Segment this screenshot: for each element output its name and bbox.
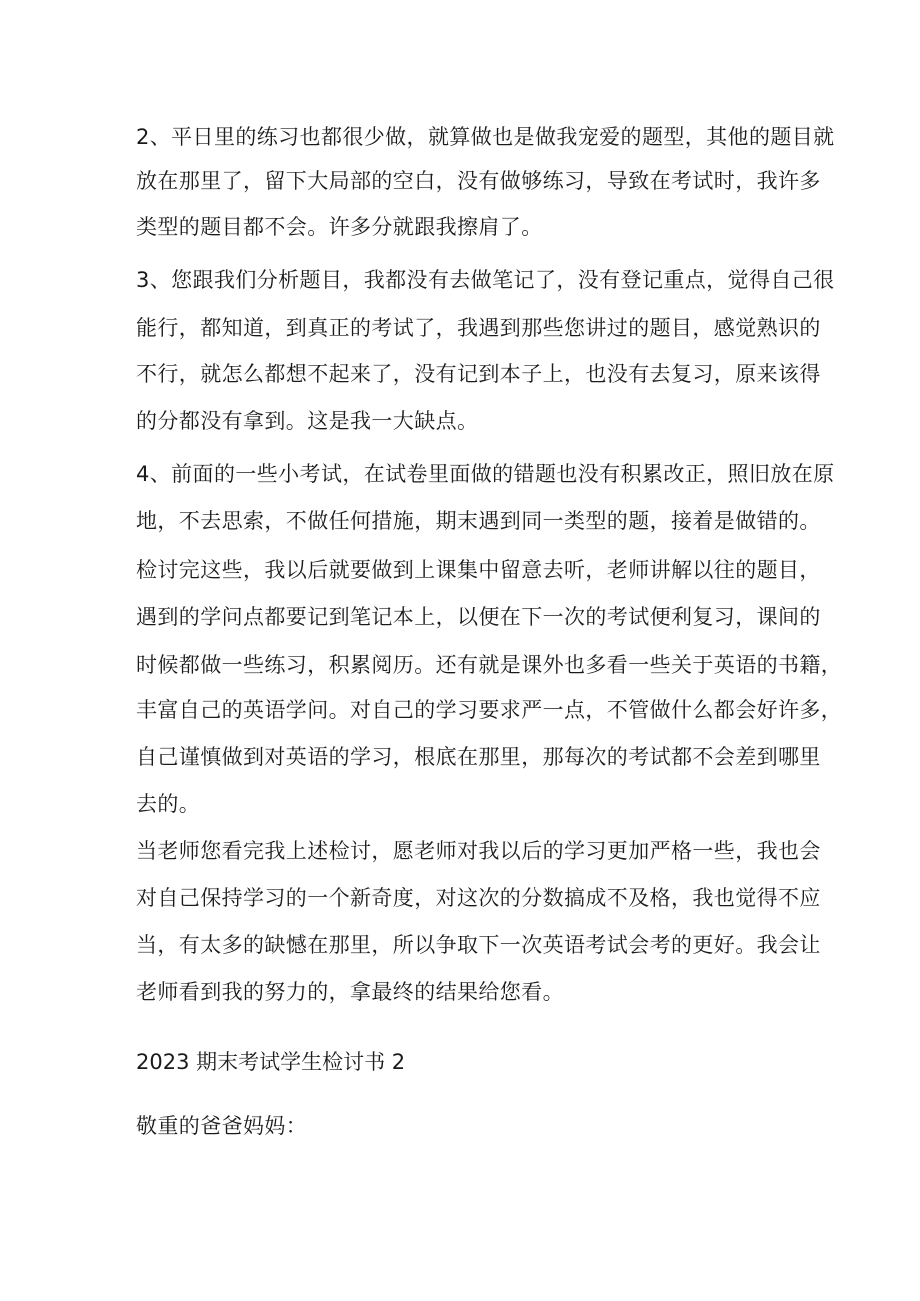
plan-line-3: 时候都做一些练习，积累阅历。还有就是课外也多看一些关于英语的书籍， (136, 653, 843, 677)
item-3-line-1: 3、您跟我们分析题目，我都没有去做笔记了，没有登记重点，觉得自己很 (136, 268, 835, 292)
plan-line-2: 遇到的学问点都要记到笔记本上，以便在下一次的考试便利复习，课间的 (136, 605, 821, 629)
plan-line-6: 去的。 (136, 792, 201, 816)
item-4-line-1: 4、前面的一些小考试，在试卷里面做的错题也没有积累改正，照旧放在原 (136, 462, 835, 486)
plan-line-5: 自己谨慎做到对英语的学习，根底在那里，那每次的考试都不会差到哪里 (136, 745, 821, 769)
plan-line-4: 丰富自己的英语学问。对自己的学习要求严一点，不管做什么都会好许多， (136, 698, 843, 722)
item-3-line-3: 不行，就怎么都想不起来了，没有记到本子上，也没有去复习，原来该得 (136, 362, 821, 386)
section-title: 2023 期末考试学生检讨书 2 (136, 1050, 406, 1074)
closing-line-3: 当，有太多的缺憾在那里，所以争取下一次英语考试会考的更好。我会让 (136, 933, 821, 957)
item-3-line-2: 能行，都知道，到真正的考试了，我遇到那些您讲过的题目，感觉熟识的 (136, 316, 821, 340)
closing-line-2: 对自己保持学习的一个新奇度，对这次的分数搞成不及格，我也觉得不应 (136, 886, 821, 910)
item-2-line-3: 类型的题目都不会。许多分就跟我擦肩了。 (136, 215, 543, 239)
item-3-line-4: 的分都没有拿到。这是我一大缺点。 (136, 409, 479, 433)
item-4-line-2: 地，不去思索，不做任何措施，期末遇到同一类型的题，接着是做错的。 (136, 509, 821, 533)
item-2-line-1: 2、平日里的练习也都很少做，就算做也是做我宠爱的题型，其他的题目就 (136, 125, 835, 149)
closing-line-1: 当老师您看完我上述检讨，愿老师对我以后的学习更加严格一些，我也会 (136, 839, 821, 863)
plan-line-1: 检讨完这些，我以后就要做到上课集中留意去听，老师讲解以往的题目， (136, 558, 821, 582)
closing-line-4: 老师看到我的努力的，拿最终的结果给您看。 (136, 980, 564, 1004)
item-2-line-2: 放在那里了，留下大局部的空白，没有做够练习，导致在考试时，我许多 (136, 169, 821, 193)
salutation: 敬重的爸爸妈妈： (136, 1114, 308, 1138)
